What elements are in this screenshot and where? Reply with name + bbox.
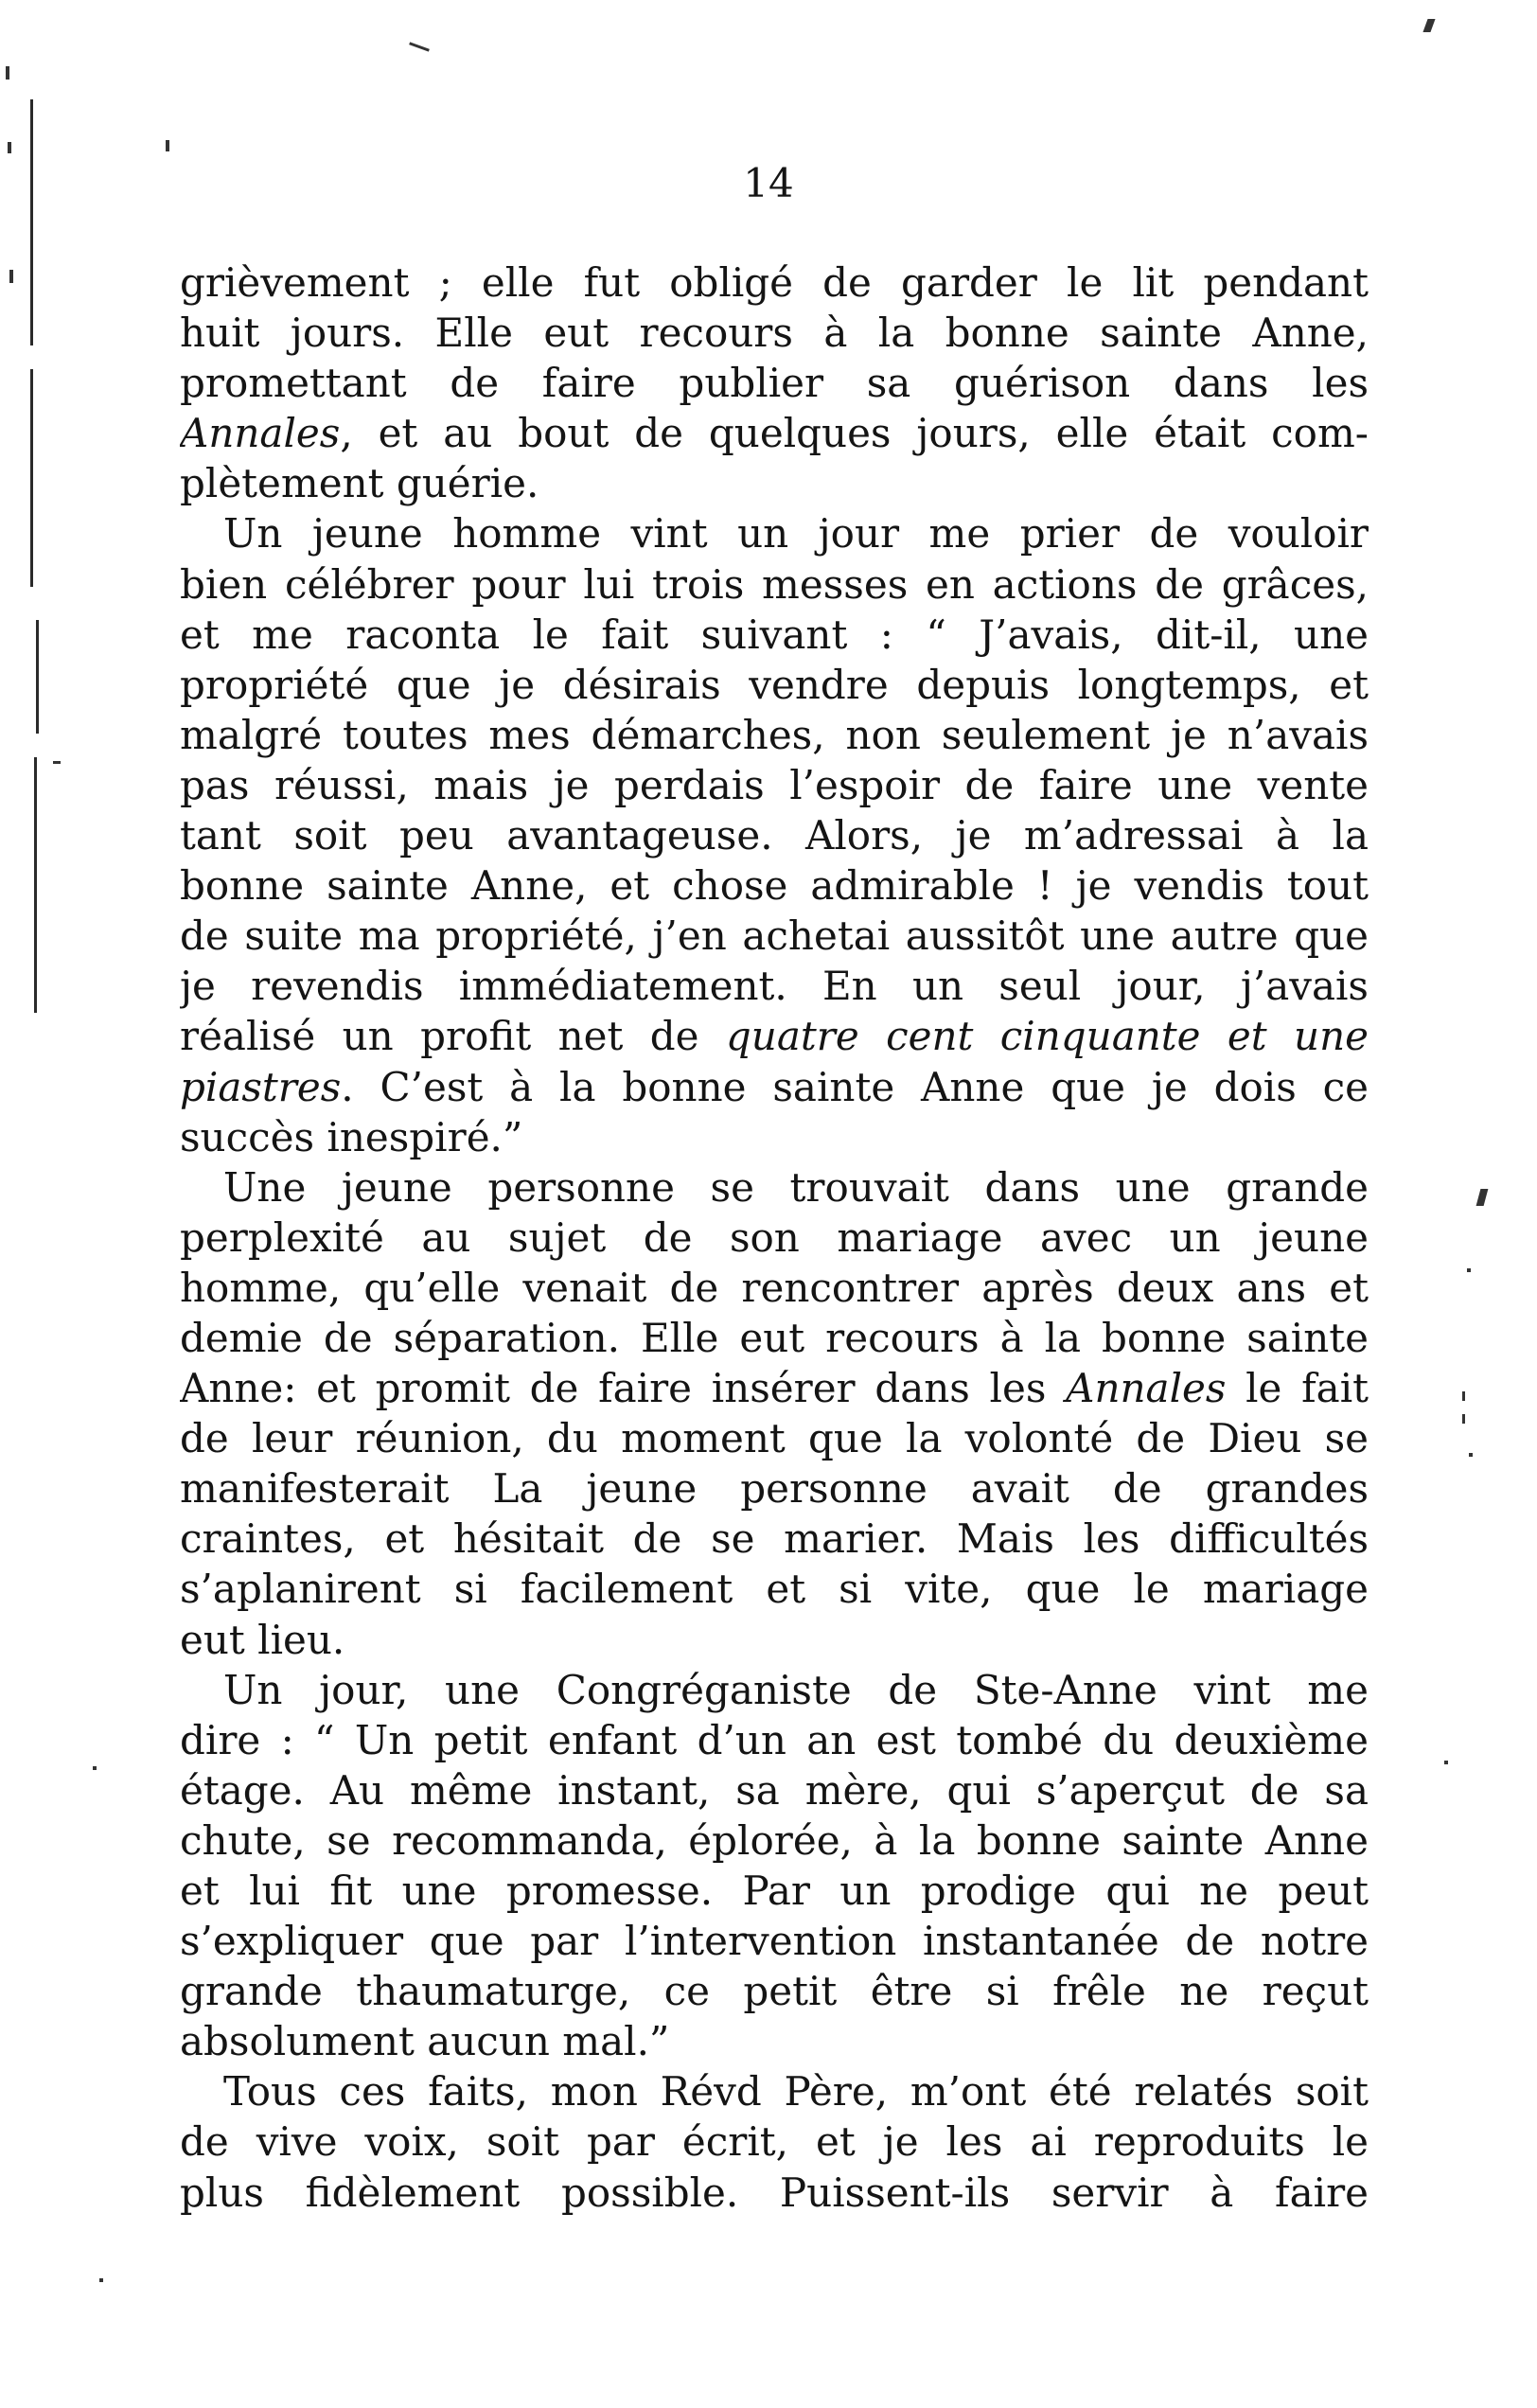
text-line: promettant de faire publier sa guérison dans les <box>180 360 1369 407</box>
text-line: homme, qu’elle venait de rencontrer après deux ans et <box>180 1264 1369 1311</box>
text-line: chute, se recommanda, éplorée, à la bonne sainte Anne <box>180 1816 1369 1864</box>
text-span: le fait <box>1226 1365 1369 1412</box>
text-line: Un jour, une Congréganiste de Ste-Anne vint me <box>223 1666 1369 1713</box>
text-line: demie de séparation. Elle eut recours à la bonne sainte <box>180 1314 1369 1361</box>
text-line: grande thaumaturge, ce petit être si frêle ne reçut <box>180 1968 1369 2015</box>
text-line: succès inespiré.” <box>180 1113 523 1160</box>
margin-rule-4 <box>34 757 37 1013</box>
text-line: de leur réunion, du moment que la volonté de Dieu se <box>180 1415 1369 1462</box>
text-line <box>180 1363 1369 1413</box>
margin-mark-7 <box>1476 1189 1489 1206</box>
text-line: tant soit peu avantageuse. Alors, je m’adressai à la <box>180 812 1369 859</box>
text-line: grièvement ; elle fut obligé de garder le lit pendant <box>180 259 1369 306</box>
text-line: eut lieu. <box>180 1616 345 1663</box>
margin-mark-9 <box>1462 1391 1465 1401</box>
margin-rule-1 <box>30 99 33 345</box>
text-line: plètement guérie. <box>180 460 539 507</box>
body-text <box>180 257 1369 2218</box>
text-line <box>180 1062 1369 1112</box>
margin-mark-5 <box>409 42 430 51</box>
text-line: absolument aucun mal.” <box>180 2018 670 2065</box>
text-line: dire : “ Un petit enfant d’un an est tombé du deuxième <box>180 1716 1369 1763</box>
text-line <box>180 1011 1369 1061</box>
margin-mark-4 <box>166 140 169 151</box>
text-line: bonne sainte Anne, et chose admirable ! je vendis tout <box>180 862 1369 910</box>
margin-rule-3 <box>36 620 39 734</box>
text-line: de suite ma propriété, j’en achetai aussitôt une autre que <box>180 912 1369 960</box>
text-line: et lui fit une promesse. Par un prodige qui ne peut <box>180 1868 1369 1914</box>
margin-mark-2 <box>8 142 11 153</box>
margin-mark-10 <box>1462 1414 1465 1424</box>
margin-mark-15 <box>53 761 61 764</box>
margin-mark-13 <box>93 1766 97 1770</box>
text-span: , et au bout de quelques jours, elle était com- <box>340 410 1369 457</box>
italic-text: piastres <box>180 1063 342 1110</box>
text-line: pas réussi, mais je perdais l’espoir de faire une vente <box>180 761 1369 808</box>
text-line: plus fidèlement possible. Puissent-ils servir à faire <box>180 2169 1369 2216</box>
text-line: je revendis immédiatement. En un seul jour, j’avais <box>180 963 1369 1010</box>
margin-mark-8 <box>1467 1268 1471 1272</box>
margin-mark-3 <box>9 270 13 283</box>
page-number: 14 <box>743 160 794 206</box>
text-line: bien célébrer pour lui trois messes en actions de grâces, <box>180 560 1369 608</box>
text-line: Tous ces faits, mon Révd Père, m’ont été relatés soit <box>223 2068 1369 2116</box>
text-line: Une jeune personne se trouvait dans une grande <box>223 1163 1369 1211</box>
text-line: s’aplanirent si facilement et si vite, que le mariage <box>180 1566 1369 1613</box>
text-line: de vive voix, soit par écrit, et je les ai reproduits le <box>180 2118 1369 2166</box>
text-span: . C’est à la bonne sainte Anne que je dois ce <box>341 1063 1369 1110</box>
margin-mark-6 <box>1422 19 1435 32</box>
text-span: Anne: et promit de faire insérer dans les <box>180 1365 1067 1412</box>
text-line: propriété que je désirais vendre depuis longtemps, et <box>180 661 1369 708</box>
text-span: réalisé un profit net de <box>180 1013 726 1060</box>
text-line: manifesterait La jeune personne avait de grandes <box>180 1465 1369 1513</box>
margin-mark-14 <box>99 2278 103 2282</box>
text-line: et me raconta le fait suivant : “ J’avais, dit-il, une <box>180 611 1369 658</box>
italic-text: Annales <box>180 410 341 457</box>
text-line: craintes, et hésitait de se marier. Mais les difficultés <box>180 1515 1369 1563</box>
text-line <box>180 408 1369 458</box>
margin-mark-12 <box>1444 1761 1448 1764</box>
margin-mark-11 <box>1469 1453 1473 1457</box>
margin-mark-1 <box>6 66 9 80</box>
italic-text: quatre cent cinquante et une <box>725 1013 1369 1060</box>
text-line: étage. Au même instant, sa mère, qui s’aperçut de sa <box>180 1766 1369 1814</box>
text-line: Un jeune homme vint un jour me prier de vouloir <box>223 510 1369 558</box>
margin-rule-2 <box>30 369 33 587</box>
text-line: huit jours. Elle eut recours à la bonne sainte Anne, <box>180 310 1369 357</box>
text-line: perplexité au sujet de son mariage avec un jeune <box>180 1213 1369 1261</box>
text-line: s’expliquer que par l’intervention instantanée de notre <box>180 1918 1369 1965</box>
italic-text: Annales <box>1066 1365 1227 1412</box>
text-line: malgré toutes mes démarches, non seulement je n’avais <box>180 711 1369 758</box>
